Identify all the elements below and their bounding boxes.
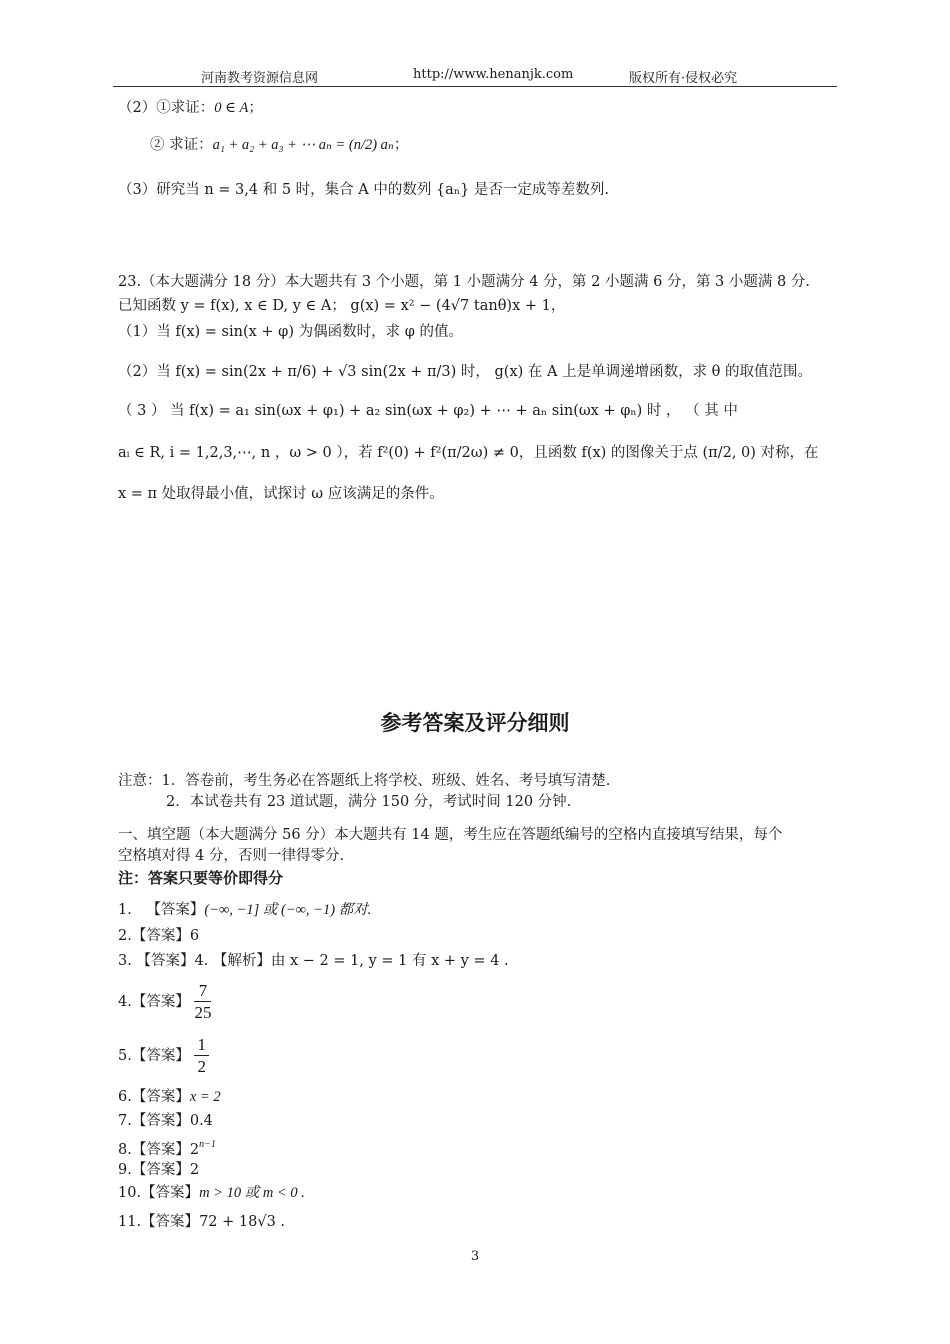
answer-7: 7.【答案】0.4	[118, 1113, 213, 1129]
section1-line1: 一、填空题（本大题满分 56 分）本大题共有 14 题，考生应在答题纸编号的空格内直接填写结果，每个	[118, 827, 783, 843]
q23-part2: （2）当 f(x) = sin(2x + π/6) + √3 sin(2x + π/3) 时， g(x) 在 A 上是单调递增函数，求 θ 的取值范围。	[118, 364, 813, 380]
answer-8: 8.【答案】$2^{n-1}$	[118, 1139, 216, 1158]
section1-line2: 空格填对得 4 分，否则一律得零分.	[118, 848, 345, 864]
q23-part3-line1: （ 3 ） 当 f(x) = a₁ sin(ωx + φ₁) + a₂ sin(ωx + φ₂) + ⋯ + aₙ sin(ωx + φₙ) 时 ， （ 其 中	[118, 403, 738, 419]
q23-intro: 23.（本大题满分 18 分）本大题共有 3 个小题，第 1 小题满分 4 分，第 2 小题满 6 分，第 3 小题满 8 分.	[118, 274, 810, 290]
answer-9: 9.【答案】2	[118, 1162, 200, 1178]
answer-4: 4.【答案】 $\frac{7}{25}$	[118, 980, 212, 1022]
answer-1: 1． 【答案】(−∞, −1] 或 (−∞, −1) 都对.	[118, 902, 372, 918]
equivalent-note: 注：答案只要等价即得分	[118, 869, 284, 887]
fraction: $\frac{1}{2}$	[194, 1035, 209, 1078]
header-site: 河南教考资源信息网	[201, 71, 319, 86]
answer-2: 2.【答案】6	[118, 928, 200, 944]
notice-1: 注意：1．答卷前，考生务必在答题纸上将学校、班级、姓名、考号填写清楚.	[118, 773, 611, 789]
q22-part2-2: ② 求证：a₁ + a₂ + a₃ + ⋯ aₙ = (n/2) aₙ；	[150, 137, 409, 153]
q22-part3: （3）研究当 n = 3,4 和 5 时，集合 A 中的数列 {aₙ} 是否一定成等差数列.	[118, 182, 610, 198]
notice-2: 2．本试卷共有 23 道试题，满分 150 分，考试时间 120 分钟.	[166, 794, 572, 810]
header-url[interactable]: http://www.henanjk.com	[413, 67, 574, 82]
answer-5: 5.【答案】 $\frac{1}{2}$	[118, 1034, 209, 1078]
page-header	[113, 66, 837, 87]
page-number: 3	[470, 1249, 480, 1264]
answer-10: 10.【答案】m > 10 或 m < 0 .	[118, 1185, 305, 1201]
q23-part3-line3: x = π 处取得最小值，试探讨 ω 应该满足的条件。	[118, 486, 444, 502]
q23-part3-line2: aᵢ ∈ R, i = 1,2,3,⋯, n ，ω > 0 ），若 f²(0) + f²(π/2ω) ≠ 0，且函数 f(x) 的图像关于点 (π/2, 0) 对称，在	[118, 445, 819, 461]
fraction: $\frac{7}{25}$	[194, 980, 212, 1022]
header-rights: 版权所有·侵权必究	[629, 71, 738, 86]
q23-given: 已知函数 y = f(x), x ∈ D, y ∈ A； g(x) = x² − (4√7 tanθ)x + 1，	[118, 298, 566, 314]
answer-6: 6.【答案】x = 2	[118, 1089, 221, 1105]
q23-part1: （1）当 f(x) = sin(x + φ) 为偶函数时，求 φ 的值。	[118, 324, 463, 340]
answer-3: 3. 【答案】4. 【解析】由 x − 2 = 1, y = 1 有 x + y = 4 .	[118, 953, 509, 969]
answer-11: 11.【答案】72 + 18√3 .	[118, 1214, 286, 1230]
q22-part2-1: （2）①求证：0 ∈ A；	[118, 100, 263, 116]
answers-title: 参考答案及评分细则	[380, 711, 570, 735]
